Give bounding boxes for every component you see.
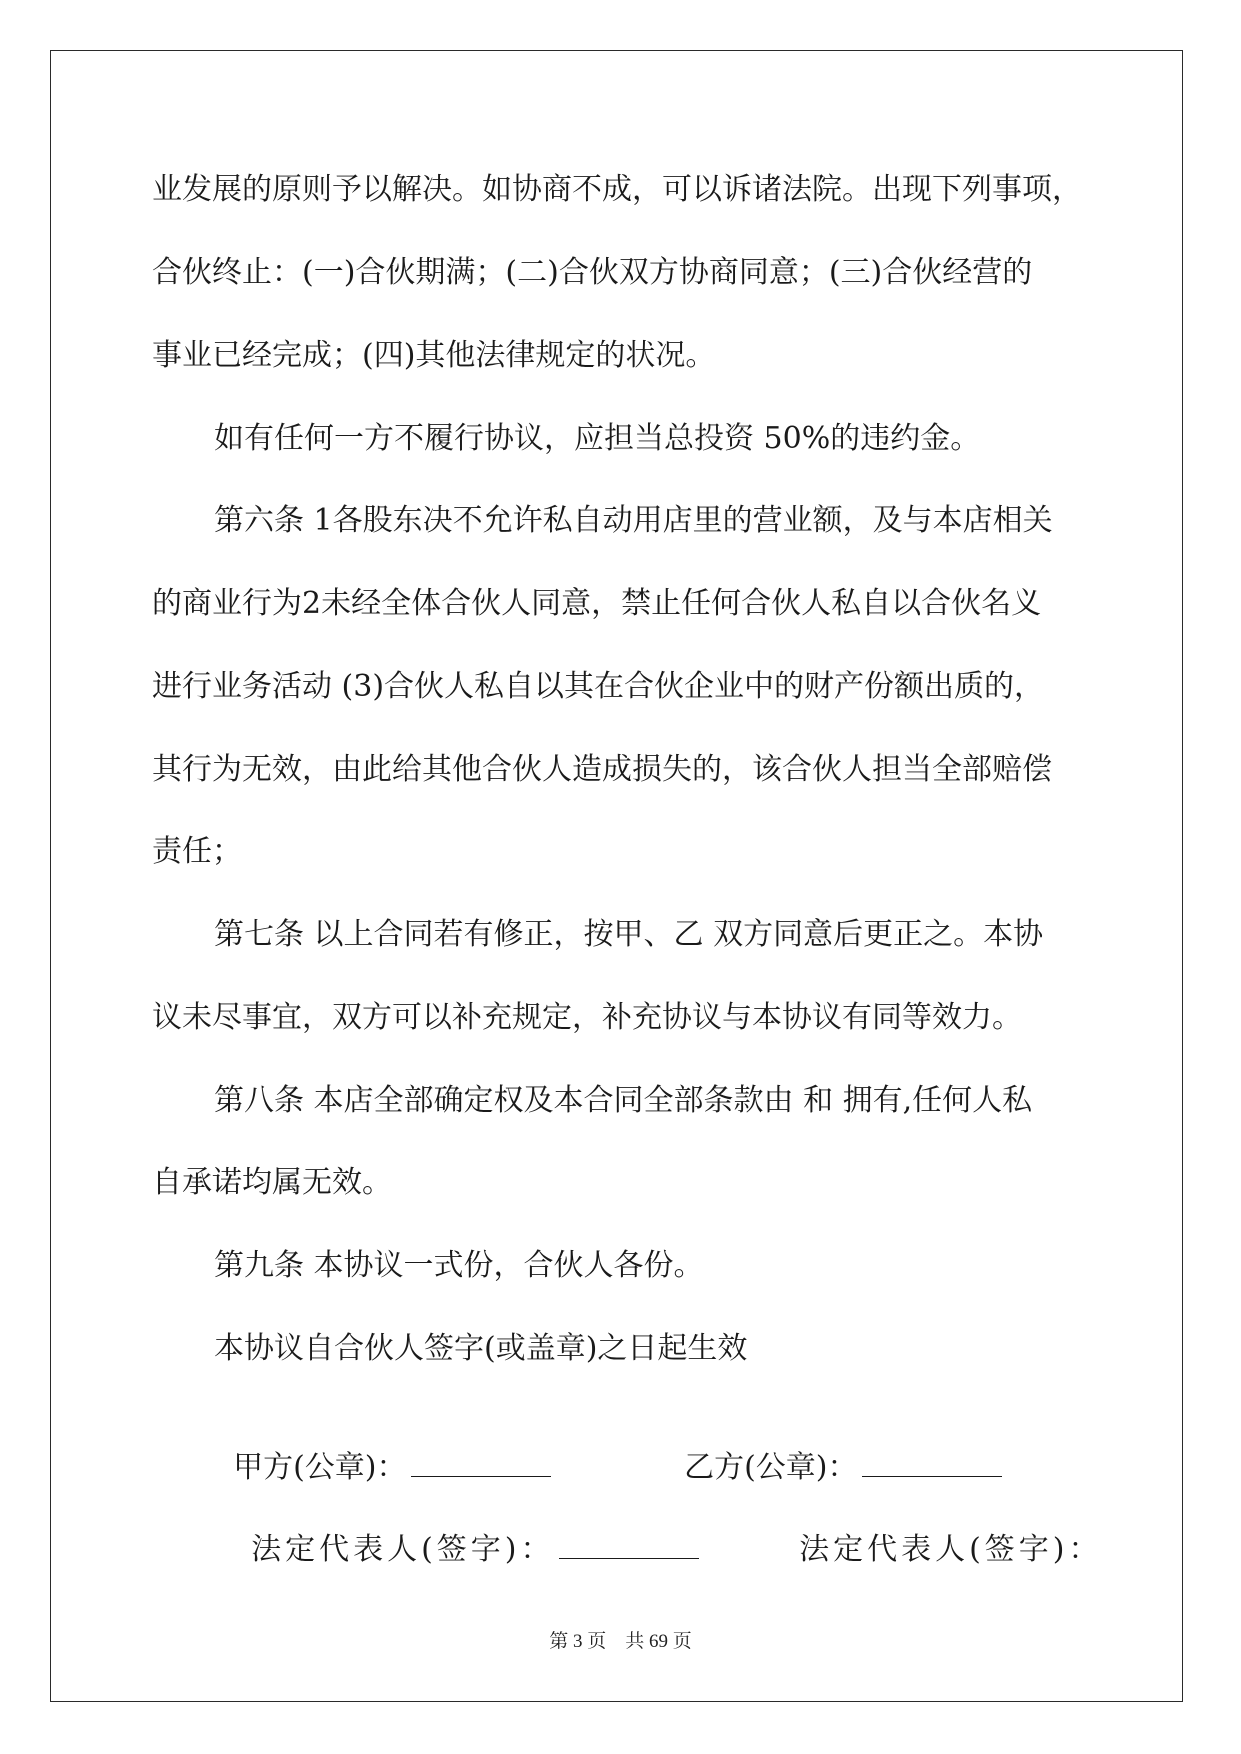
body-line-14: 第九条 本协议一式份，合伙人各份。 [214,1248,704,1283]
party-a-seal-label: 甲方(公章)： [233,1450,407,1485]
party-a-rep-line [224,1496,699,1568]
party-a-rep-blank [559,1532,699,1559]
body-line-13: 自承诺均属无效。 [152,1165,392,1200]
body-line-3: 事业已经完成；(四)其他法律规定的状况。 [152,338,716,373]
body-line-12: 第八条 本店全部确定权及本合同全部条款由 和 拥有,任何人私 [214,1083,1033,1118]
body-line-4: 如有任何一方不履行协议，应担当总投资 50%的违约金。 [214,421,981,456]
body-line-10: 第七条 以上合同若有修正，按甲、乙 双方同意后更正之。本协 [214,917,1044,952]
body-line-2: 合伙终止：(一)合伙期满；(二)合伙双方协商同意；(三)合伙经营的 [152,255,1033,290]
body-line-15: 本协议自合伙人签字(或盖章)之日起生效 [214,1331,748,1366]
party-b-rep-line [772,1496,1103,1568]
body-line-1: 业发展的原则予以解决。如协商不成，可以诉诸法院。出现下列事项， [152,172,1082,207]
party-a-seal-blank [411,1450,551,1477]
body-line-7: 进行业务活动 (3)合伙人私自以其在合伙企业中的财产份额出质的， [152,669,1045,704]
party-b-seal-blank [862,1450,1002,1477]
page-number: 第 3 页 共 69 页 [549,1631,692,1652]
body-line-5: 第六条 1各股东决不允许私自动用店里的营业额，及与本店相关 [214,503,1053,538]
party-b-seal-label: 乙方(公章)： [684,1450,858,1485]
body-line-9: 责任； [152,834,242,869]
party-b-seal-line [665,1414,1002,1486]
body-line-8: 其行为无效，由此给其他合伙人造成损失的，该合伙人担当全部赔偿 [152,752,1052,787]
party-a-rep-label: 法定代表人(签字)： [251,1532,555,1567]
body-line-11: 议未尽事宜，双方可以补充规定，补充协议与本协议有同等效力。 [152,1000,1022,1035]
party-a-seal-line [214,1414,551,1486]
party-b-rep-label: 法定代表人(签字)： [799,1532,1103,1567]
body-line-6: 的商业行为2未经全体合伙人同意，禁止任何合伙人私自以合伙名义 [152,586,1042,621]
